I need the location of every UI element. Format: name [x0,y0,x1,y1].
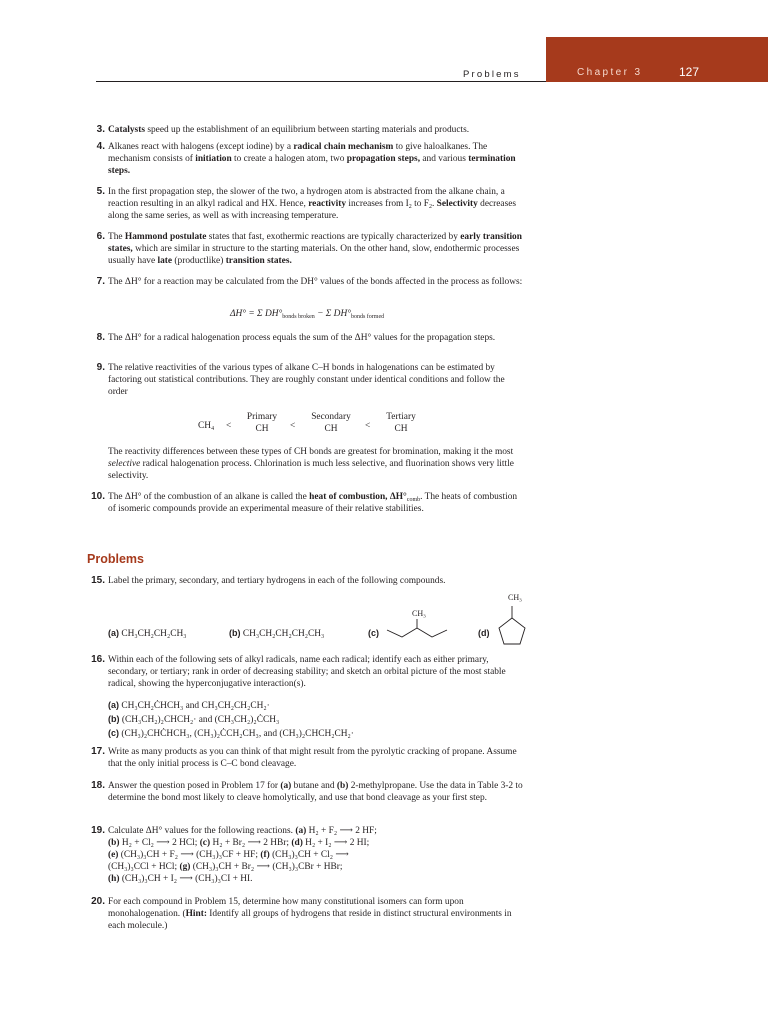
problem-19: 19. Calculate ΔH° values for the following reactions. (a) H₂ + F₂ ⟶ 2 HF; (b) H₂ + Cl₂ ⟶ 2 HCl; (c) H₂ + Br₂ ⟶ 2 HBr; (d) H₂ + I₂ ⟶ 2 HI; (e) (CH₃)₃CH + F₂ ⟶ (CH₃)₃CF + HF; (f) (CH₃)₃CH + Cl₂ ⟶ (CH₃)₃CCl + HCl; (g) (CH₃)₃CH + Br₂ ⟶ (CH₃)₃CBr + HBr; (h) (CH₃)₃CH + I₂ ⟶ (CH₃)₃CI + HI. [108,825,524,885]
summary-item-9: 9. The relative reactivities of the various types of alkane C–H bonds in halogenations can be estimated by factoring out statistical contributions. They are roughly constant under identical conditions and follow the order [108,362,524,398]
problem-15d-methyl-label: CH₃ [508,593,522,602]
problem-15c-label: (c) [368,628,379,638]
summary-item-4: 4. Alkanes react with halogens (except iodine) by a radical chain mechanism to give haloalkanes. The mechanism consists of initiation to create a halogen atom, two propagation steps, and various termination steps. [108,141,524,177]
summary-item-7: 7. The ΔH° for a reaction may be calculated from the DH° values of the bonds affected in the process as follows: [108,276,524,288]
item-number: 7. [96,276,105,287]
problem-number: 15. [91,575,105,586]
problem-number: 17. [91,746,105,757]
order-less-than: < [226,421,232,431]
order-less-than: < [365,421,371,431]
problem-16b: (b) (CH₃CH₂)₂CHCH₂· and (CH₃CH₂)₂ĊCH₃ [108,714,280,725]
problem-20: 20. For each compound in Problem 15, determine how many constitutional isomers can form upon monohalogenation. (Hint: Identify all groups of hydrogens that reside in distinct structural environments in each molecule.) [108,896,524,932]
item-number: 10. [91,491,105,502]
problem-16: 16. Within each of the following sets of alkyl radicals, name each radical; identify each as either primary, secondary, or tertiary; rank in order of decreasing stability; and sketch an orbital picture of the most stable radical, showing the hyperconjugative interaction(s). [108,654,524,690]
problem-15d-methylcyclopentane-structure [496,604,528,650]
problem-15c-skeletal-structure [385,618,450,640]
problem-15a: (a) CH₃CH₂CH₂CH₃ [108,628,187,639]
item-number: 5. [96,186,105,197]
summary-item-6: 6. The Hammond postulate states that fast, exothermic reactions are typically characterized by early transition states, which are similar in structure to the starting materials. On the other hand, slow, endothermic processes usually have late (productlike) transition states. [108,231,524,267]
item-number: 4. [96,141,105,152]
item-number: 9. [96,362,105,373]
item-number: 8. [96,332,105,343]
item-number: 3. [96,124,105,135]
problem-number: 19. [91,825,105,836]
problem-18: 18. Answer the question posed in Problem 17 for (a) butane and (b) 2-methylpropane. Use the data in Table 3-2 to determine the bond most likely to cleave homolytically, and use that bond cleavage as your first step. [108,780,524,804]
problem-15b: (b) CH₃CH₂CH₂CH₂CH₃ [229,628,325,639]
problem-15c-methyl-label: CH₃ [412,609,426,618]
summary-item-9-continued: The reactivity differences between these types of CH bonds are greatest for bromination, making it the most selective radical halogenation process. Chlorination is much less selective, and fluorination shows very little selectivity. [108,447,514,481]
problem-15: 15. Label the primary, secondary, and tertiary hydrogens in each of the following compounds. [108,575,524,587]
summary-item-5: 5. In the first propagation step, the slower of the two, a hydrogen atom is abstracted from the alkane chain, a reaction resulting in an alkyl radical and HX. Hence, reactivity increases from $I_2$ to $F_2$. Selectivity decreases along the same series, as well as with increasing temperature. [108,186,524,222]
problem-number: 16. [91,654,105,665]
bond-enthalpy-equation: ΔH° = Σ $DH^\circ_{bonds broken} - \Sigma$ $DH^\circ_{bonds formed}$ [230,309,385,320]
order-tertiary: Tertiary CH [386,412,416,434]
order-primary: Primary CH [246,412,278,434]
order-secondary: Secondary CH [311,412,351,434]
problem-17: 17. Write as many products as you can think of that might result from the pyrolytic cracking of propane. Assume that the only initial process is C–C bond cleavage. [108,746,524,770]
order-ch4: CH₄ [198,421,215,431]
problem-number: 20. [91,896,105,907]
summary-item-10: 10. The ΔH° of the combustion of an alkane is called the heat of combustion, $\Delta H^\circ_{comb}$. The heats of combustion of isomeric compounds provide an experimental measure of their relative stabilities. [108,491,524,515]
problem-16c: (c) (CH₃)₂CHĊHCH₃, (CH₃)₂ĊCH₂CH₃, and (CH₃)₂CHCH₂CH₂· [108,728,354,739]
header-rule [96,81,546,82]
problem-number: 18. [91,780,105,791]
problem-16a: (a) CH₃CH₂ĊHCH₃ and CH₃CH₂CH₂CH₂· [108,700,270,711]
problems-heading: Problems [87,552,144,566]
running-header-section: Problems [463,69,521,80]
summary-item-3: 3. Catalysts speed up the establishment of an equilibrium between starting materials and products. [108,124,524,136]
problem-15d-label: (d) [478,628,490,638]
item-number: 6. [96,231,105,242]
order-less-than: < [290,421,296,431]
chapter-label: Chapter 3 [577,67,643,78]
page-number: 127 [679,65,700,79]
summary-item-8: 8. The ΔH° for a radical halogenation process equals the sum of the ΔH° values for the propagation steps. [108,332,524,344]
